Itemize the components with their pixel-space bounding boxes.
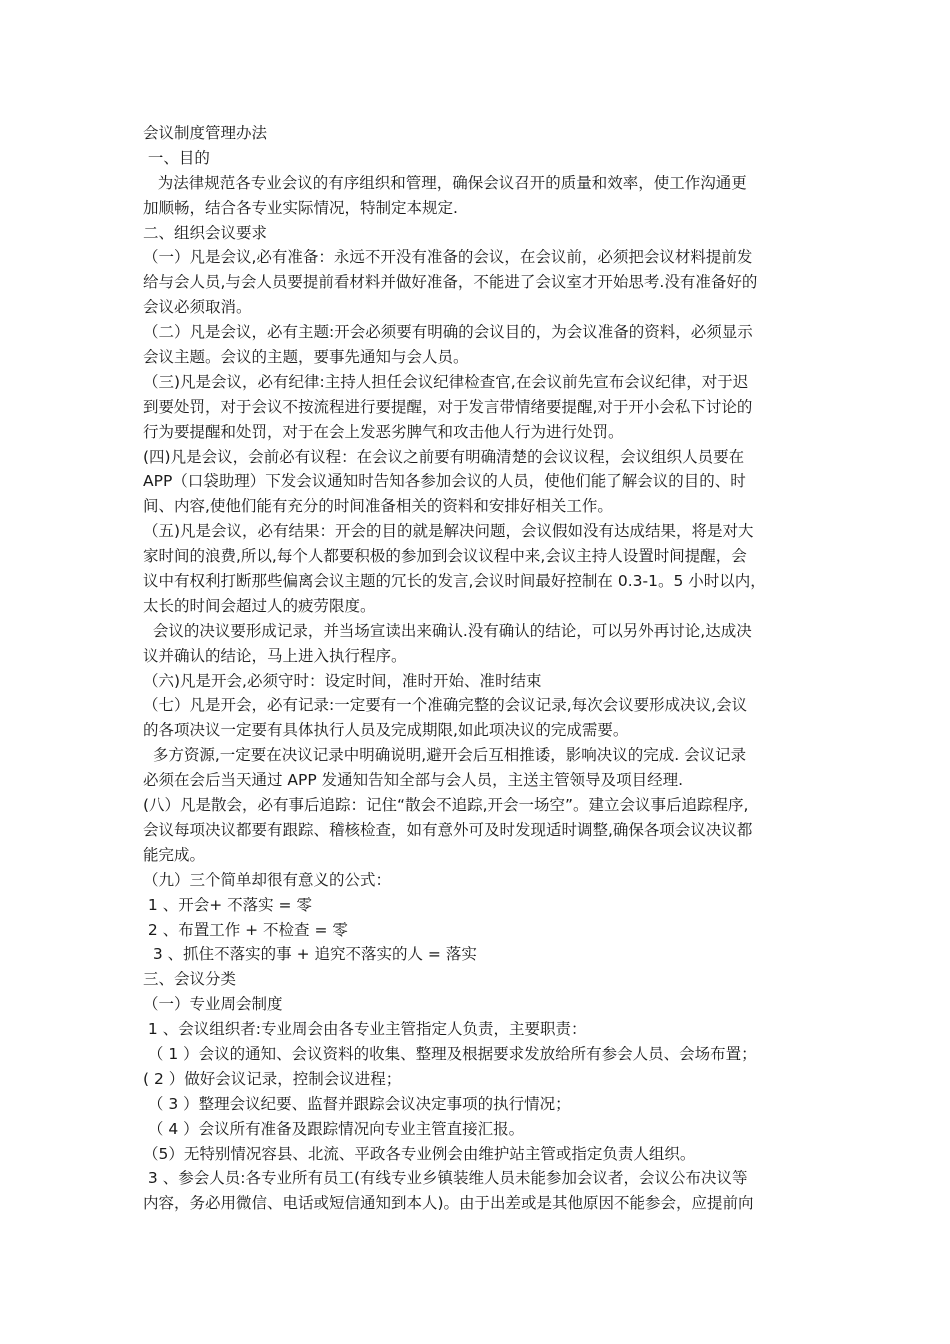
text-line: 议并确认的结论，马上进入执行程序。 — [143, 646, 407, 665]
text-line: （七）凡是开会，必有记录:一定要有一个准确完整的会议记录,每次会议要形成决议,会议 — [143, 696, 748, 715]
text-line: 3 、参会人员:各专业所有员工(有线专业乡镇装维人员未能参加会议者，会议公布决议等 — [143, 1169, 748, 1188]
text-line: （六)凡是开会,必须守时：设定时间，准时开始、准时结束 — [143, 671, 542, 690]
document-title: 会议制度管理办法 — [143, 124, 268, 142]
text-line: 能完成。 — [143, 845, 206, 864]
text-line: （ 3 ）整理会议纪要、监督并跟踪会议决定事项的执行情况； — [143, 1094, 571, 1113]
text-line: 三、会议分类 — [143, 970, 237, 989]
text-line: 太长的时间会超过人的疲劳限度。 — [143, 596, 376, 615]
text-line: (八）凡是散会，必有事后追踪：记住“散会不追踪,开会一场空”。建立会议事后追踪程序, — [143, 796, 749, 815]
text-line: （九）三个简单却很有意义的公式： — [143, 870, 392, 889]
text-line: （一）专业周会制度 — [143, 995, 283, 1014]
text-line: （一）凡是会议,必有准备：永远不开没有准备的会议，在会议前，必须把会议材料提前发 — [143, 248, 753, 267]
text-line: 多方资源,一定要在决议记录中明确说明,避开会后互相推诿，影响决议的完成. 会议记录 — [143, 746, 747, 765]
text-line: 1 、会议组织者:专业周会由各专业主管指定人负责，主要职责： — [143, 1020, 587, 1039]
text-line: 内容，务必用微信、电话或短信通知到本人)。由于出差或是其他原因不能参会，应提前向 — [143, 1194, 754, 1213]
text-line: 1 、开会+ 不落实 = 零 — [143, 895, 312, 914]
text-line: 给与会人员,与会人员要提前看材料并做好准备，不能进了会议室才开始思考.没有准备好的 — [143, 273, 758, 292]
text-line: 家时间的浪费,所以,每个人都要积极的参加到会议议程中来,会议主持人设置时间提醒，会 — [143, 547, 747, 566]
text-line: （5）无特别情况容县、北流、平政各专业例会由维护站主管或指定负责人组织。 — [143, 1144, 696, 1163]
text-line: 的各项决议一定要有具体执行人员及完成期限,如此项决议的完成需要。 — [143, 721, 629, 740]
text-line: 为法律规范各专业会议的有序组织和管理，确保会议召开的质量和效率，使工作沟通更 — [143, 173, 747, 192]
text-line: ( 2 ）做好会议记录，控制会议进程； — [143, 1069, 402, 1088]
text-line: 会议的决议要形成记录，并当场宣读出来确认.没有确认的结论，可以另外再讨论,达成决 — [143, 621, 752, 640]
text-line: 3 、抓住不落实的事 + 追究不落实的人 = 落实 — [143, 945, 477, 964]
text-line: 必须在会后当天通过 APP 发通知告知全部与会人员，主送主管领导及项目经理. — [143, 771, 684, 790]
text-line: 到要处罚，对于会议不按流程进行要提醒，对于发言带情绪要提醒,对于开小会私下讨论的 — [143, 397, 753, 416]
text-line: 议中有权利打断那些偏离会议主题的冗长的发言,会议时间最好控制在 0.3-1。5 小时以内， — [143, 572, 766, 591]
text-line: 加顺畅，结合各专业实际情况，特制定本规定. — [143, 198, 458, 217]
text-line: (四)凡是会议，会前必有议程：在会议之前要有明确清楚的会议议程，会议组织人员要在 — [143, 447, 745, 466]
text-line: 2 、布置工作 + 不检查 = 零 — [143, 920, 348, 939]
text-line: 会议每项决议都要有跟踪、稽核检查，如有意外可及时发现适时调整,确保各项会议决议都 — [143, 820, 753, 839]
text-line: （三)凡是会议，必有纪律:主持人担任会议纪律检查官,在会议前先宣布会议纪律，对于迟 — [143, 372, 749, 391]
document-body — [143, 121, 811, 1216]
text-line: （ 1 ）会议的通知、会议资料的收集、整理及根据要求发放给所有参会人员、会场布置； — [143, 1044, 757, 1063]
text-line: 二、组织会议要求 — [143, 223, 268, 242]
text-line: 会议主题。会议的主题，要事先通知与会人员。 — [143, 348, 469, 367]
text-line: 会议必须取消。 — [143, 298, 252, 317]
text-line: 间、内容,使他们能有充分的时间准备相关的资料和安排好相关工作。 — [143, 497, 613, 516]
text-line: 一、目的 — [143, 148, 210, 167]
text-line: （二）凡是会议，必有主题:开会必须要有明确的会议目的，为会议准备的资料，必须显示 — [143, 323, 753, 342]
text-line: （五)凡是会议，必有结果：开会的目的就是解决问题，会议假如没有达成结果，将是对大 — [143, 522, 754, 541]
text-line: （ 4 ）会议所有准备及跟踪情况向专业主管直接汇报。 — [143, 1119, 525, 1138]
text-line: 行为要提醒和处罚，对于在会上发恶劣脾气和攻击他人行为进行处罚。 — [143, 422, 624, 441]
text-line: APP（口袋助理）下发会议通知时告知各参加会议的人员，使他们能了解会议的目的、时 — [143, 472, 746, 491]
